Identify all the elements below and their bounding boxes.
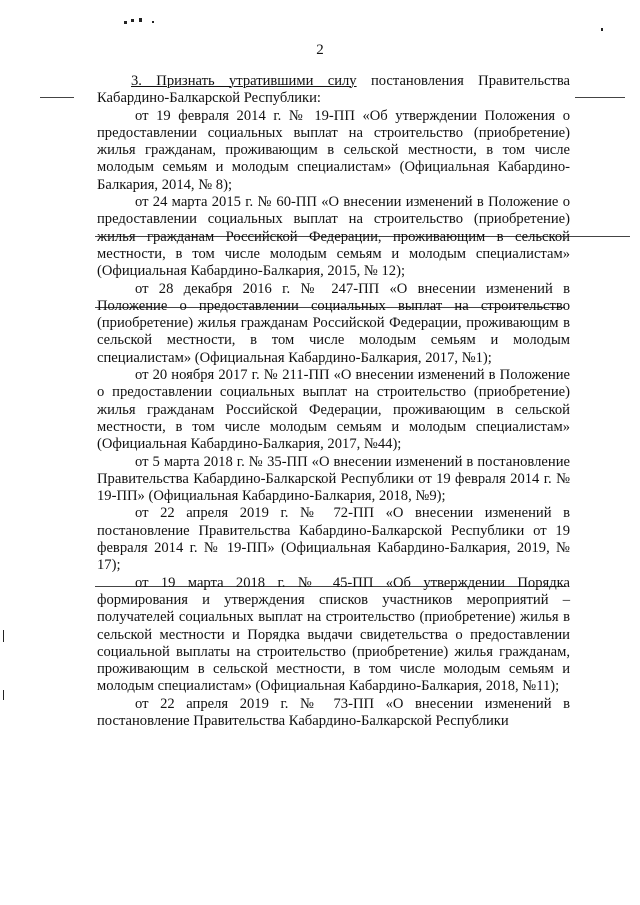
scan-speck bbox=[124, 21, 127, 24]
scan-edge-mark bbox=[3, 630, 4, 642]
scan-edge-mark bbox=[3, 690, 4, 700]
repealed-act-item: от 22 апреля 2019 г. № 73-ПП «О внесении изменений в постановление Правительства Кабардино-Балкарской Республики bbox=[97, 695, 570, 729]
repealed-act-item: от 20 ноября 2017 г. № 211-ПП «О внесении изменений в Положение о предоставлении социальных выплат на строительство (приобретение) жилья гражданам Российской Федерации, проживающим в сельской местности, в том числе молодым семьям и молодым специалистам» (Официальная Кабардино-Балкария, 2017, №44); bbox=[97, 367, 570, 453]
repealed-act-item: от 19 февраля 2014 г. № 19-ПП «Об утверждении Положения о предоставлении социальных выплат на строительство (приобретение) жилья гражданам, проживающим в сельской местности, в том числе молодым семьям и молодым специалистам» (Официальная Кабардино-Балкария, 2014, № 8); bbox=[97, 107, 570, 193]
scan-line bbox=[575, 97, 625, 98]
repealed-act-item: от 28 декабря 2016 г. № 247-ПП «О внесении изменений в Положение о предоставлении социальных выплат на строительство (приобретение) жилья гражданам Российской Федерации, проживающим в сельской местности, в том числе молодым семьям и молодым специалистам» (Официальная Кабардино-Балкария, 2017, №1); bbox=[97, 280, 570, 366]
document-body bbox=[97, 73, 570, 730]
scan-speck bbox=[152, 21, 154, 23]
repealed-act-item: от 24 марта 2015 г. № 60-ПП «О внесении изменений в Положение о предоставлении социальных выплат на строительство (приобретение) жилья гражданам Российской Федерации, проживающим в сельской местности, в том числе молодым семьям и молодым специалистам» (Официальная Кабардино-Балкария, 2015, № 12); bbox=[97, 194, 570, 280]
clause-lead: 3. Признать утратившими силу bbox=[131, 73, 357, 89]
repealed-act-item: от 22 апреля 2019 г. № 72-ПП «О внесении изменений в постановление Правительства Кабардино-Балкарской Республики от 19 февраля 2014 г. № 19-ПП» (Официальная Кабардино-Балкария, 2019, № 17); bbox=[97, 505, 570, 574]
scan-speck bbox=[601, 28, 603, 31]
repealed-act-item: от 19 марта 2018 г. № 45-ПП «Об утверждении Порядка формирования и утверждения списков участников мероприятий – получателей социальных выплат на строительство (приобретение) жилья в сельской местности и Порядка выдачи свидетельства о предоставлении социальной выплаты на строительство (приобретение) жилья гражданам, проживающим в сельской местности, в том числе молодым семьям и молодым специалистам» (Официальная Кабардино-Балкария, 2018, №11); bbox=[97, 574, 570, 695]
clause-intro bbox=[97, 73, 570, 108]
scan-speck bbox=[139, 18, 142, 22]
repealed-act-item: от 5 марта 2018 г. № 35-ПП «О внесении изменений в постановление Правительства Кабардино-Балкарской Республики от 19 февраля 2014 г. № 19-ПП» (Официальная Кабардино-Балкария, 2018, №9); bbox=[97, 453, 570, 505]
scan-line bbox=[40, 97, 74, 98]
scan-speck bbox=[131, 19, 134, 22]
page-number: 2 bbox=[316, 42, 324, 58]
clause-intro-rest: постановления Правительства Кабардино-Балкарской Республики: bbox=[97, 73, 571, 107]
